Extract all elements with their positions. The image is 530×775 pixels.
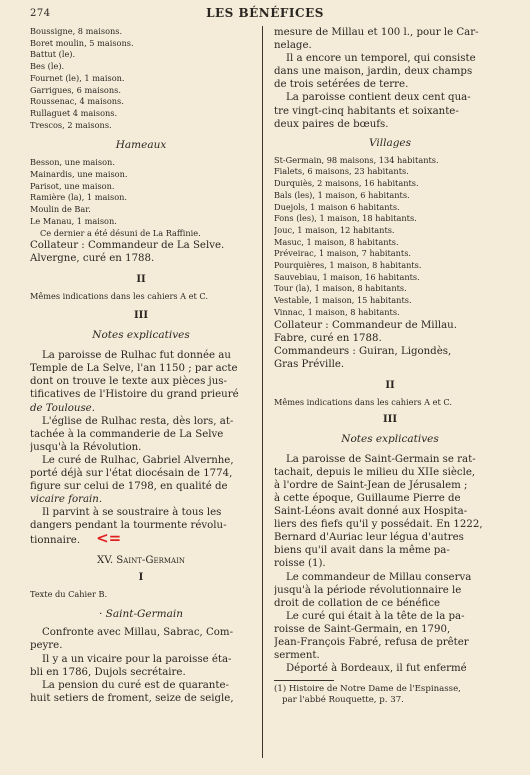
list-item: Durquiès, 2 maisons, 16 habitants. bbox=[274, 178, 419, 189]
list-item: Vinnac, 1 maison, 8 habitants. bbox=[274, 306, 400, 317]
list-item: Le Manau, 1 maison. bbox=[30, 215, 117, 226]
text-line: tachait, depuis le milieu du XIIe siècle, bbox=[274, 466, 476, 478]
text-line: Déporté à Bordeaux, il fut enfermé bbox=[286, 663, 467, 675]
list-item: Parisot, une maison. bbox=[30, 180, 115, 191]
text-line: Il y a un vicaire pour la paroisse éta- bbox=[42, 653, 232, 665]
saint-germain-heading: · Saint-Germain bbox=[99, 608, 183, 621]
list-item: Battut (le). bbox=[30, 49, 76, 60]
list-item: Boussigne, 8 maisons. bbox=[30, 26, 123, 36]
text-line: liers des fiefs qu'il y possédait. En 1222, bbox=[274, 519, 483, 531]
indications-line-right: Mêmes indications dans les cahiers A et C. bbox=[274, 396, 452, 407]
list-item: Vestable, 1 maison, 15 habitants. bbox=[274, 295, 412, 306]
text-line: porté déjà sur l'état diocésain de 1774, bbox=[30, 467, 233, 479]
list-item: St-Germain, 98 maisons, 134 habitants. bbox=[274, 154, 439, 165]
text-line: deux paires de bœufs. bbox=[274, 118, 389, 130]
footnote-line: (1) Histoire de Notre Dame de l'Espinasse, bbox=[274, 684, 461, 695]
text-line: tificatives de l'Histoire du grand prieuré bbox=[30, 389, 239, 401]
notes-heading-right: Notes explicatives bbox=[341, 432, 439, 445]
running-head bbox=[30, 6, 500, 24]
list-item: Jouc, 1 maison, 12 habitants. bbox=[274, 224, 395, 235]
list-item: Fournet (le), 1 maison. bbox=[30, 72, 125, 83]
text-line: jusqu'à la Révolution. bbox=[30, 441, 142, 453]
running-title: LES BÉNÉFICES bbox=[206, 6, 324, 20]
list-item: Ramière (la), 1 maison. bbox=[30, 192, 127, 203]
commandeurs-line: Commandeurs : Guiran, Ligondès, bbox=[274, 345, 452, 357]
text-line: à cette époque, Guillaume Pierre de bbox=[274, 492, 461, 504]
text-line: vicaire forain. bbox=[30, 494, 103, 506]
section-title: XV. Saint-Germain bbox=[97, 554, 185, 566]
right-top-text bbox=[274, 26, 506, 131]
text-line-with-marker bbox=[30, 532, 252, 547]
section-number-ii: II bbox=[136, 274, 146, 286]
hameaux-list bbox=[30, 157, 252, 239]
hameaux-heading: Hameaux bbox=[115, 139, 167, 152]
footnote-rule bbox=[274, 680, 334, 681]
list-item: Moulin de Bar. bbox=[30, 204, 91, 215]
text-line: à l'ordre de Saint-Jean de Jérusalem ; bbox=[274, 479, 468, 491]
section-number-iii: III bbox=[133, 310, 149, 322]
column-divider bbox=[262, 26, 263, 758]
list-item: Tour (la), 1 maison, 8 habitants. bbox=[274, 283, 407, 294]
list-item: Boret moulin, 5 maisons. bbox=[30, 37, 134, 48]
commandeurs-line-cont: Gras Préville. bbox=[274, 358, 345, 370]
text-line: droit de collation de ce bénéfice bbox=[274, 597, 441, 609]
text-line: La paroisse contient deux cent qua- bbox=[286, 92, 471, 104]
text-line: dans une maison, jardin, deux champs bbox=[274, 66, 473, 78]
list-item: Trescos, 2 maisons. bbox=[30, 119, 112, 130]
footnote-line: par l'abbé Rouquette, p. 37. bbox=[282, 695, 404, 706]
section-number-iii-right: III bbox=[382, 413, 398, 425]
text-line: Saint-Léons avait donné aux Hospita- bbox=[274, 506, 468, 518]
text-line: roisse (1). bbox=[274, 558, 326, 570]
text-line: biens qu'il avait dans la même pa- bbox=[274, 545, 450, 557]
text-line: nelage. bbox=[274, 40, 312, 52]
list-item: Rullaguet 4 maisons. bbox=[30, 107, 118, 118]
list-item: Ce dernier a été désuni de La Raffinie. bbox=[40, 227, 201, 238]
collateur-line: Collateur : Commandeur de La Selve. bbox=[30, 240, 225, 252]
notes-text-right bbox=[274, 453, 506, 676]
list-item: Masuc, 1 maison, 8 habitants. bbox=[274, 236, 399, 247]
text-line: figure sur celui de 1798, en qualité de bbox=[30, 481, 228, 493]
right-column bbox=[274, 26, 506, 706]
text-line: de Toulouse. bbox=[30, 402, 95, 414]
text-line: La paroisse de Saint-Germain se rat- bbox=[286, 453, 476, 465]
text-line: de trois setérées de terre. bbox=[274, 79, 409, 91]
text-line: huit setiers de froment, seize de seigle, bbox=[30, 692, 234, 704]
collateur-block-right bbox=[274, 319, 506, 371]
list-item: Bals (les), 1 maison, 6 habitants. bbox=[274, 189, 410, 200]
list-item: Préveirac, 1 maison, 7 habitants. bbox=[274, 248, 411, 259]
text-line: dangers pendant la tourmente révolu- bbox=[30, 520, 227, 532]
text-line: La paroisse de Rulhac fut donnée au bbox=[42, 350, 231, 362]
list-item: Fons (les), 1 maison, 18 habitants. bbox=[274, 213, 417, 224]
text-line: Le curé de Rulhac, Gabriel Alvernhe, bbox=[42, 454, 234, 466]
list-item: Besson, une maison. bbox=[30, 157, 115, 168]
text-line: La pension du curé est de quarante- bbox=[42, 679, 229, 691]
list-item: Sauvebiau, 1 maison, 16 habitants. bbox=[274, 271, 420, 282]
text-line: Il parvint à se soustraire à tous les bbox=[42, 507, 222, 519]
text-line: Le curé qui était à la tête de la pa- bbox=[286, 610, 465, 622]
page-number: 274 bbox=[30, 8, 51, 19]
text-line: bli en 1786, Dujols secrétaire. bbox=[30, 666, 186, 678]
cure-line: Fabre, curé en 1788. bbox=[274, 332, 382, 344]
list-item: Pourquières, 1 maison, 8 habitants. bbox=[274, 260, 422, 271]
texte-du-cahier: Texte du Cahier B. bbox=[30, 588, 108, 599]
indications-line: Mêmes indications dans les cahiers A et C. bbox=[30, 291, 208, 302]
notes-text bbox=[30, 349, 252, 547]
text-line: Le commandeur de Millau conserva bbox=[286, 571, 472, 583]
saint-germain-text bbox=[30, 626, 252, 705]
text-line: mesure de Millau et 100 l., pour le Car- bbox=[274, 27, 479, 38]
text-line: L'église de Rulhac resta, dès lors, at- bbox=[42, 415, 234, 427]
text-line: roisse de Saint-Germain, en 1790, bbox=[274, 623, 451, 635]
text-line: dont on trouve le texte aux pièces jus- bbox=[30, 376, 227, 388]
villages-list bbox=[274, 155, 506, 319]
text-line: peyre. bbox=[30, 640, 63, 652]
text-line: Temple de La Selve, l'an 1150 ; par acte bbox=[30, 363, 238, 375]
list-item: Roussenac, 4 maisons. bbox=[30, 96, 124, 107]
text-line: tionnaire. bbox=[30, 535, 81, 547]
villages-heading: Villages bbox=[368, 136, 412, 149]
footnote bbox=[274, 684, 506, 706]
village-list bbox=[30, 26, 252, 131]
text-line: Jean-François Fabré, refusa de prêter bbox=[274, 636, 469, 648]
notes-heading: Notes explicatives bbox=[92, 329, 190, 342]
text-line: jusqu'à la période révolutionnaire le bbox=[274, 584, 462, 596]
red-arrow-marker: <= bbox=[96, 532, 122, 548]
list-item: Garrigues, 6 maisons. bbox=[30, 84, 121, 95]
collateur-block bbox=[30, 239, 252, 265]
list-item: Mainardis, une maison. bbox=[30, 169, 128, 180]
text-line: Confronte avec Millau, Sabrac, Com- bbox=[42, 627, 234, 639]
text-line: tachée à la commanderie de La Selve bbox=[30, 428, 224, 440]
left-column bbox=[30, 26, 252, 705]
list-item: Bes (le). bbox=[30, 61, 65, 72]
text-line: tre vingt-cinq habitants et soixante- bbox=[274, 105, 459, 117]
collateur-line: Collateur : Commandeur de Millau. bbox=[274, 319, 457, 331]
text-line: Il a encore un temporel, qui consiste bbox=[286, 53, 476, 65]
list-item: Duejols, 1 maison 6 habitants. bbox=[274, 201, 400, 212]
cure-line: Alvergne, curé en 1788. bbox=[30, 253, 155, 265]
section-number-ii-right: II bbox=[385, 379, 395, 391]
list-item: Fialets, 6 maisons, 23 habitants. bbox=[274, 166, 409, 177]
section-number-i: I bbox=[138, 571, 144, 583]
text-line: serment. bbox=[274, 650, 320, 662]
text-line: Bernard d'Auriac leur légua d'autres bbox=[274, 532, 464, 544]
